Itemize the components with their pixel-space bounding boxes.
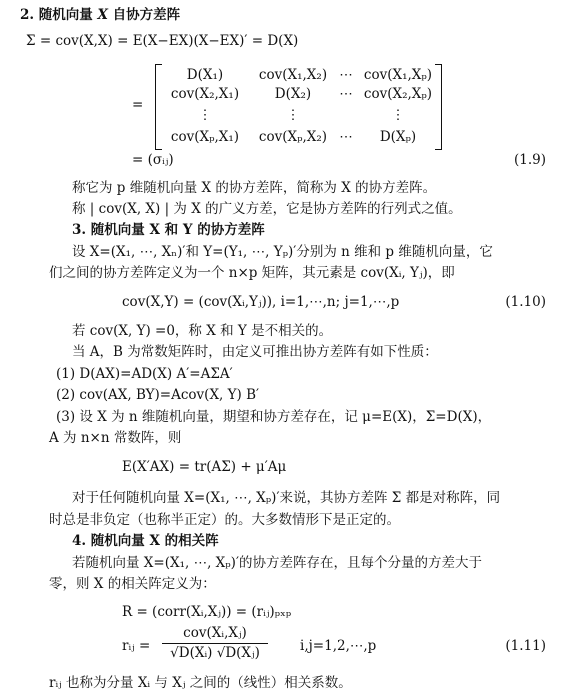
paragraph: 若随机向量 X=(X₁, ⋯, Xₚ)′的协方差阵存在，且每个分量的方差大于 <box>72 555 483 571</box>
paragraph: 们之间的协方差阵定义为一个 n×p 矩阵，其元素是 cov(Xᵢ, Yⱼ)，即 <box>49 265 455 281</box>
section-2-heading-post: 自协方差阵 <box>107 7 181 23</box>
property-item: A 为 n×n 常数阵，则 <box>49 430 182 446</box>
matrix-cell: D(X₂) <box>274 86 312 102</box>
paragraph: 设 X=(X₁, ⋯, Xₙ)′和 Y=(Y₁, ⋯, Yₚ)′分别为 n 维和 p 维随机向量，它 <box>72 244 493 260</box>
equation-number-1-9: (1.9) <box>513 152 546 168</box>
section-3-heading: 3. 随机向量 X 和 Y 的协方差阵 <box>72 222 265 238</box>
matrix-cell: cov(X₁,Xₚ) <box>363 67 433 83</box>
fraction-denominator: √D(Xᵢ) √D(Xⱼ) <box>170 645 260 661</box>
matrix-cell: cov(Xₚ,X₁) <box>170 129 240 145</box>
matrix-cell: ⋮ <box>198 107 212 123</box>
matrix-equals-sign: = <box>132 97 144 113</box>
section-2-heading <box>20 6 180 24</box>
section-2-heading-var: X <box>97 7 108 23</box>
matrix-cell: cov(X₂,X₁) <box>170 86 240 102</box>
section-2-heading-pre: 2. 随机向量 <box>20 7 98 23</box>
paragraph: 当 A，B 为常数矩阵时，由定义可推出协方差阵有如下性质： <box>72 344 438 360</box>
covariance-definition-equation: Σ = cov(X,X) = E(X−EX)(X−EX)′ = D(X) <box>26 33 299 49</box>
matrix-cell: ⋮ <box>391 107 405 123</box>
matrix-cell: ⋯ <box>339 86 353 102</box>
matrix-cell: D(Xₚ) <box>379 129 417 145</box>
property-item: (2) cov(AX, BY)=Acov(X, Y) B′ <box>56 387 260 403</box>
fraction-bar <box>162 643 268 644</box>
equation-number-1-10: (1.10) <box>505 294 546 310</box>
paragraph: 若 cov(X, Y) =0，称 X 和 Y 是不相关的。 <box>72 323 333 339</box>
paragraph: rᵢⱼ 也称为分量 Xᵢ 与 Xⱼ 之间的（线性）相关系数。 <box>49 675 352 691</box>
rij-index-range: i,j=1,2,⋯,p <box>300 638 377 654</box>
matrix-cell: cov(X₂,Xₚ) <box>363 86 433 102</box>
matrix-cell: ⋯ <box>339 129 353 145</box>
expectation-equation: E(X′AX) = tr(AΣ) + μ′Aμ <box>122 459 287 475</box>
covariance-xy-equation: cov(X,Y) = (cov(Xᵢ,Yⱼ)), i=1,⋯,n; j=1,⋯,p <box>122 294 400 310</box>
fraction-numerator: cov(Xᵢ,Xⱼ) <box>183 625 247 641</box>
paragraph: 称 | cov(X, X) | 为 X 的广义方差，它是协方差阵的行列式之值。 <box>72 201 462 217</box>
paragraph: 零，则 X 的相关阵定义为： <box>49 576 216 592</box>
correlation-matrix-equation: R = (corr(Xᵢ,Xⱼ)) = (rᵢⱼ)ₚₓₚ <box>122 604 292 620</box>
paragraph: 时总是非负定（也称半正定）的。大多数情形下是正定的。 <box>49 512 400 528</box>
paragraph: 对于任何随机向量 X=(X₁, ⋯, Xₚ)′来说，其协方差阵 Σ 都是对称阵，同 <box>72 490 501 506</box>
matrix-cell: D(X₁) <box>186 67 224 83</box>
sigma-ij-equation: = (σᵢⱼ) <box>132 152 174 168</box>
property-item: (1) D(AX)=AD(X) A′=AΣA′ <box>56 366 233 382</box>
rij-lhs: rᵢⱼ = <box>122 638 151 654</box>
section-4-heading: 4. 随机向量 X 的相关阵 <box>72 533 219 549</box>
equation-number-1-11: (1.11) <box>505 638 546 654</box>
paragraph: 称它为 p 维随机向量 X 的协方差阵，简称为 X 的协方差阵。 <box>72 180 437 196</box>
matrix-cell: ⋯ <box>339 67 353 83</box>
matrix-cell: ⋮ <box>286 107 300 123</box>
property-item: (3) 设 X 为 n 维随机向量，期望和协方差存在，记 μ=E(X)，Σ=D(X)， <box>56 409 492 425</box>
matrix-cell: cov(Xₚ,X₂) <box>258 129 328 145</box>
matrix-cell: cov(X₁,X₂) <box>258 67 328 83</box>
